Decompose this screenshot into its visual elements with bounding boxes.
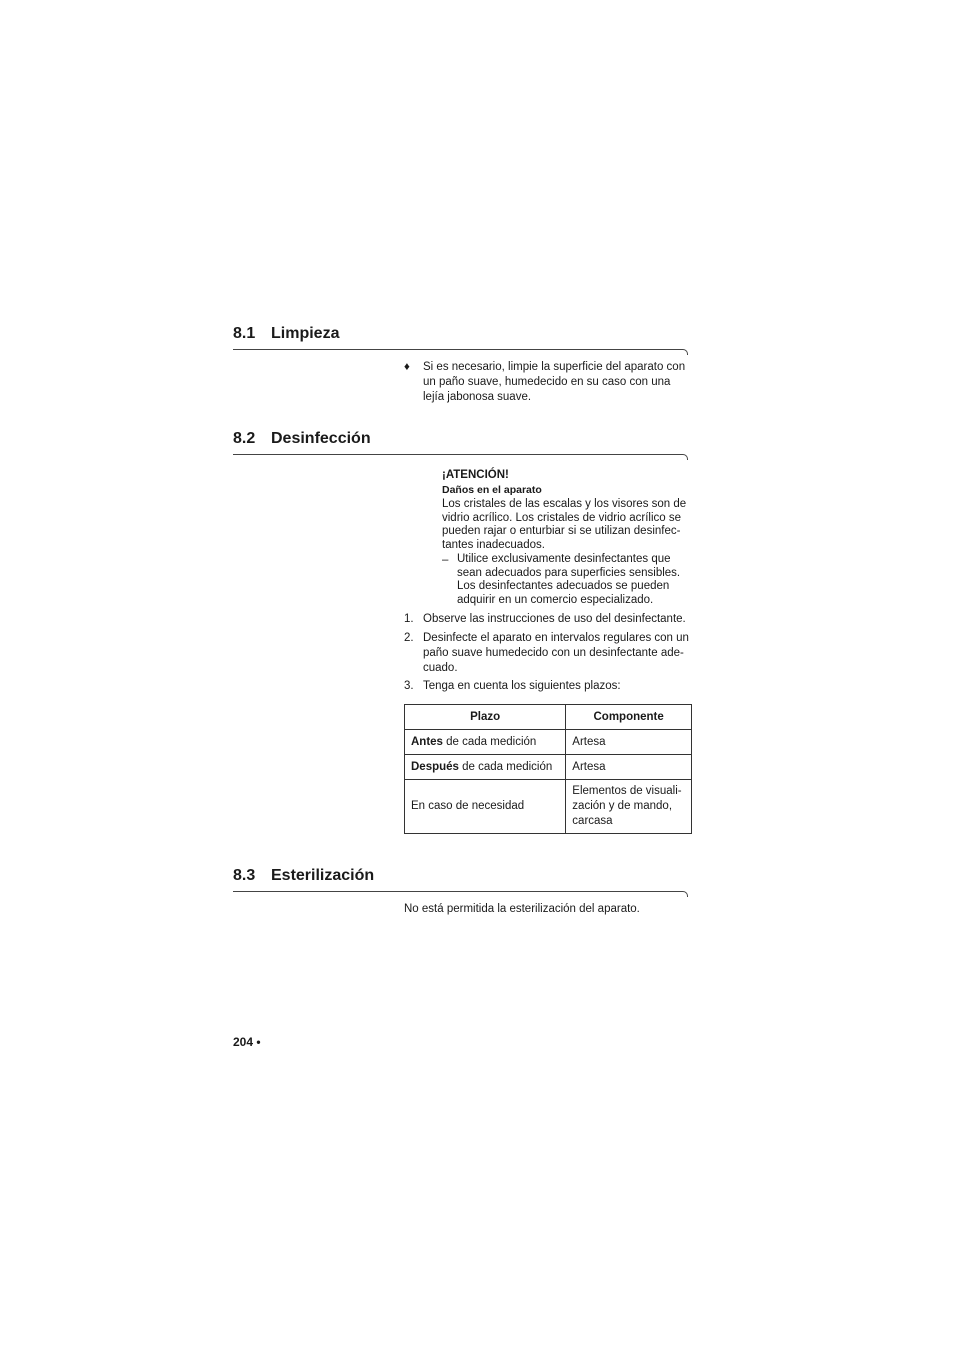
text-line: pueden rajar o enturbiar si se utilizan desinfec- (442, 525, 681, 538)
text-line: Tenga en cuenta los siguientes plazos: (423, 680, 621, 692)
text-line: Desinfecte el aparato en intervalos regulares con un (423, 632, 689, 644)
cell-text: En caso de necesidad (411, 800, 525, 812)
section-rule (233, 454, 683, 455)
cell-text: Artesa (572, 735, 606, 748)
warning-subtitle: Daños en el aparato (442, 484, 542, 496)
table-row (405, 730, 692, 755)
section-rule-tip (682, 349, 688, 355)
section-number: 8.2 (233, 430, 256, 447)
cell-bold: Antes (411, 735, 443, 748)
text-line: Si es necesario, limpie la superficie del aparato con (423, 361, 686, 373)
warning-box (442, 467, 694, 553)
text-line: un paño suave, humedecido en su caso con una (423, 376, 671, 388)
section-rule-tip (682, 891, 688, 897)
limpieza-paragraph (423, 360, 693, 405)
cell-text: de cada medición (442, 735, 537, 748)
section-heading-desinfeccion (233, 430, 371, 448)
table-row (405, 780, 692, 834)
cell-text: Artesa (572, 760, 606, 773)
section-number: 8.1 (233, 325, 256, 342)
step-text (423, 679, 698, 694)
warning-dash-item (457, 553, 697, 608)
step-number: 1. (404, 613, 414, 625)
table-cell (566, 780, 692, 834)
section-number: 8.3 (233, 867, 256, 884)
table-row (405, 755, 692, 780)
text-line: Los cristales de las escalas y los visores son de (442, 498, 687, 510)
text-line: cuado. (423, 662, 458, 674)
text-line: Observe las instrucciones de uso del desinfectante. (423, 613, 686, 625)
text-line: sean adecuados para superficies sensibles. (457, 566, 681, 579)
cell-line: Elementos de visuali- (572, 785, 682, 797)
section-heading-esterilizacion (233, 867, 374, 885)
table-header: Plazo (405, 705, 566, 730)
cell-bold: Después (411, 760, 459, 773)
step-number: 2. (404, 632, 414, 644)
plazos-table (404, 704, 692, 834)
text-line: Los desinfectantes adecuados se pueden (457, 580, 670, 593)
section-title: Limpieza (271, 325, 340, 342)
section-heading-limpieza (233, 325, 339, 343)
page-number: 204 • (233, 1035, 261, 1049)
table-header: Componente (566, 705, 692, 730)
text-line: vidrio acrílico. Los cristales de vidrio acrílico se (442, 511, 682, 524)
text-line: tantes inadecuados. (442, 539, 545, 552)
section-title: Desinfección (271, 430, 371, 447)
text-line: paño suave humedecido con un desinfectante ade- (423, 647, 684, 659)
text-line: Utilice exclusivamente desinfectantes que (457, 553, 671, 565)
table-cell (405, 755, 566, 780)
table-cell (405, 730, 566, 755)
section-rule (233, 891, 683, 892)
table-cell (566, 730, 692, 755)
warning-title: ¡ATENCIÓN! (442, 469, 509, 481)
table-header-row (405, 705, 692, 730)
text-line: adquirir en un comercio especializado. (457, 594, 654, 607)
step-text (423, 612, 698, 627)
cell-text: de cada medición (458, 760, 553, 773)
table-cell (405, 780, 566, 834)
cell-line: carcasa (572, 815, 613, 827)
text-line: lejía jabonosa suave. (423, 391, 532, 403)
cell-line: zación y de mando, (572, 800, 673, 812)
dash-marker: – (442, 554, 449, 566)
esterilizacion-text: No está permitida la esterilización del aparato. (404, 903, 640, 915)
warning-text (442, 498, 694, 553)
bullet-marker: ♦ (404, 361, 410, 373)
table-cell (566, 755, 692, 780)
step-text (423, 631, 698, 676)
section-title: Esterilización (271, 867, 375, 884)
section-rule (233, 349, 683, 350)
section-rule-tip (682, 454, 688, 460)
step-number: 3. (404, 680, 414, 692)
